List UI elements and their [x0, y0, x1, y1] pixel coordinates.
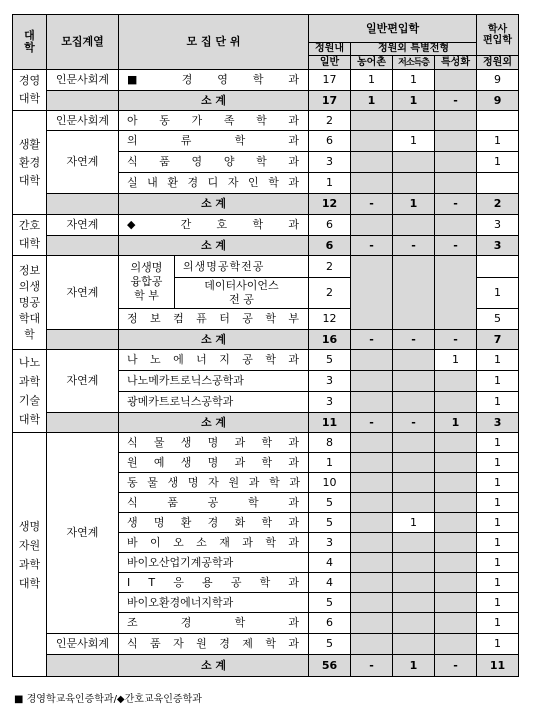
out-quota-cell: 1 [477, 533, 519, 553]
out-quota-cell: 1 [477, 433, 519, 453]
header-out-quota-special: 정원외 특별전형 [351, 43, 477, 56]
empty-cell [351, 111, 393, 131]
unit-cell: 동 물 생 명 자 원 과 학 과 [119, 473, 309, 493]
empty-cell [351, 613, 393, 634]
general-cell: 5 [309, 593, 351, 613]
general-cell: 5 [309, 634, 351, 655]
table-row [13, 350, 519, 371]
table-row [13, 131, 519, 152]
subtotal-label: 소 계 [119, 655, 309, 677]
unit-cell: 나노메카트로닉스공학과 [119, 371, 309, 392]
empty-cell [435, 533, 477, 553]
empty-cell [351, 392, 393, 413]
out-quota-cell: 1 [477, 573, 519, 593]
empty-cell [393, 371, 435, 392]
general-cell: 3 [309, 152, 351, 173]
empty-cell [351, 215, 393, 236]
college-cell: 정보 의생 명공 학대 학 [13, 256, 47, 350]
general-cell: 2 [309, 256, 351, 278]
empty-cell [351, 634, 393, 655]
general-cell: 10 [309, 473, 351, 493]
empty-cell [435, 493, 477, 513]
general-cell: 6 [309, 613, 351, 634]
subtotal-label: 소 계 [119, 91, 309, 111]
out-quota-cell: 1 [477, 350, 519, 371]
table-row [13, 111, 519, 131]
empty-cell [435, 215, 477, 236]
out-quota-cell: 1 [477, 392, 519, 413]
empty-cell [351, 533, 393, 553]
unit-cell: 원 예 생 명 과 학 과 [119, 453, 309, 473]
field-cell-empty [47, 194, 119, 215]
admission-table-wrapper [12, 14, 519, 677]
general-cell: 5 [309, 350, 351, 371]
header-low-income: 저소득층 [393, 56, 435, 70]
table-row [13, 70, 519, 91]
out-quota-cell: 2 [477, 194, 519, 215]
subtotal-row [13, 194, 519, 215]
field-cell-empty [47, 91, 119, 111]
empty-cell [351, 493, 393, 513]
low-income-cell: - [393, 236, 435, 256]
out-quota-cell: 7 [477, 330, 519, 350]
low-income-cell: 1 [393, 131, 435, 152]
empty-cell [351, 593, 393, 613]
low-income-cell: 1 [393, 91, 435, 111]
empty-cell [393, 453, 435, 473]
header-college: 대 학 [13, 15, 47, 70]
out-quota-cell: 1 [477, 613, 519, 634]
empty-cell [393, 433, 435, 453]
empty-cell [351, 256, 393, 330]
header-unit: 모 집 단 위 [119, 15, 309, 70]
general-cell: 12 [309, 309, 351, 330]
empty-cell [351, 553, 393, 573]
unit-cell: 의생명공학전공 [175, 256, 309, 278]
empty-cell [435, 634, 477, 655]
field-cell: 인문사회계 [47, 634, 119, 655]
empty-cell [351, 131, 393, 152]
empty-cell [435, 152, 477, 173]
specialized-cell: - [435, 236, 477, 256]
empty-cell [351, 152, 393, 173]
out-quota-cell: 9 [477, 91, 519, 111]
general-cell: 8 [309, 433, 351, 453]
header-bachelor-transfer: 학사 편입학 [477, 15, 519, 56]
field-cell: 자연계 [47, 131, 119, 194]
college-cell: 나노 과학 기술 대학 [13, 350, 47, 433]
table-row [13, 256, 519, 278]
field-cell-empty [47, 413, 119, 433]
table-row [13, 215, 519, 236]
out-quota-cell: 1 [477, 593, 519, 613]
empty-cell [435, 593, 477, 613]
out-quota-cell: 5 [477, 309, 519, 330]
general-cell: 6 [309, 215, 351, 236]
general-cell: 4 [309, 573, 351, 593]
general-cell: 12 [309, 194, 351, 215]
rural-cell: 1 [351, 70, 393, 91]
empty-cell [351, 473, 393, 493]
table-row [13, 634, 519, 655]
empty-cell [393, 152, 435, 173]
rural-cell: - [351, 413, 393, 433]
unit-cell: 광메카트로닉스공학과 [119, 392, 309, 413]
general-cell: 3 [309, 371, 351, 392]
subtotal-row [13, 330, 519, 350]
rural-cell: - [351, 330, 393, 350]
empty-cell [393, 392, 435, 413]
empty-cell [435, 256, 477, 330]
empty-cell [393, 613, 435, 634]
empty-cell [393, 573, 435, 593]
low-income-cell: 1 [393, 655, 435, 677]
general-cell: 5 [309, 493, 351, 513]
college-cell: 간호 대학 [13, 215, 47, 256]
low-income-cell: - [393, 330, 435, 350]
rural-cell: - [351, 194, 393, 215]
field-cell: 자연계 [47, 433, 119, 634]
out-quota-cell: 1 [477, 152, 519, 173]
empty-cell [435, 392, 477, 413]
out-quota-cell: 1 [477, 473, 519, 493]
general-cell: 17 [309, 91, 351, 111]
empty-cell [351, 433, 393, 453]
empty-cell [393, 553, 435, 573]
unit-cell: 조 경 학 과 [119, 613, 309, 634]
general-cell: 11 [309, 413, 351, 433]
general-cell: 3 [309, 533, 351, 553]
field-cell: 인문사회계 [47, 70, 119, 91]
unit-cell: 생 명 환 경 화 학 과 [119, 513, 309, 533]
specialized-cell: - [435, 91, 477, 111]
general-cell: 1 [309, 173, 351, 194]
field-cell: 자연계 [47, 215, 119, 236]
out-quota-cell: 3 [477, 413, 519, 433]
header-specialized: 특성화 [435, 56, 477, 70]
unit-cell: 식 품 영 양 학 과 [119, 152, 309, 173]
out-quota-cell: 1 [477, 513, 519, 533]
general-cell: 56 [309, 655, 351, 677]
general-cell: 6 [309, 131, 351, 152]
empty-cell [435, 473, 477, 493]
specialized-cell: - [435, 330, 477, 350]
rural-cell: 1 [351, 91, 393, 111]
unit-cell: I T 응 용 공 학 과 [119, 573, 309, 593]
low-income-cell: 1 [393, 70, 435, 91]
empty-cell [351, 573, 393, 593]
empty-cell [393, 350, 435, 371]
specialized-cell: - [435, 194, 477, 215]
out-quota-cell: 1 [477, 371, 519, 392]
unit-cell: 바이오환경에너지학과 [119, 593, 309, 613]
general-cell: 3 [309, 392, 351, 413]
general-cell: 17 [309, 70, 351, 91]
low-income-cell: 1 [393, 194, 435, 215]
subtotal-label: 소 계 [119, 236, 309, 256]
admission-table [12, 14, 519, 677]
empty-cell [435, 131, 477, 152]
empty-cell [435, 453, 477, 473]
specialized-cell [435, 70, 477, 91]
unit-cell: 정 보 컴 퓨 터 공 학 부 [119, 309, 309, 330]
out-quota-cell: 1 [477, 453, 519, 473]
header-field: 모집계열 [47, 15, 119, 70]
subtotal-row [13, 413, 519, 433]
empty-cell [393, 533, 435, 553]
field-cell: 인문사회계 [47, 111, 119, 131]
out-quota-cell: 1 [477, 131, 519, 152]
unit-cell: 바 이 오 소 재 과 학 과 [119, 533, 309, 553]
header-general: 일반 [309, 56, 351, 70]
unit-cell: 바이오산업기계공학과 [119, 553, 309, 573]
unit-cell: 실 내 환 경 디 자 인 학 과 [119, 173, 309, 194]
field-cell: 자연계 [47, 256, 119, 330]
general-cell: 4 [309, 553, 351, 573]
header-out-quota: 정원외 [477, 56, 519, 70]
specialized-cell: 1 [435, 350, 477, 371]
out-quota-cell: 1 [477, 493, 519, 513]
unit-cell: 아 동 가 족 학 과 [119, 111, 309, 131]
out-quota-cell: 3 [477, 236, 519, 256]
subtotal-row [13, 655, 519, 677]
college-cell: 생활 환경 대학 [13, 111, 47, 215]
empty-cell [435, 613, 477, 634]
subtotal-label: 소 계 [119, 330, 309, 350]
empty-cell [393, 493, 435, 513]
empty-cell [435, 513, 477, 533]
empty-cell [393, 215, 435, 236]
empty-cell [435, 111, 477, 131]
empty-cell [435, 371, 477, 392]
unit-cell: 의 류 학 과 [119, 131, 309, 152]
unit-cell: 식 품 자 원 경 제 학 과 [119, 634, 309, 655]
low-income-cell: 1 [393, 513, 435, 533]
out-quota-cell: 11 [477, 655, 519, 677]
general-cell: 2 [309, 278, 351, 309]
unit-group-cell: 의생명 융합공 학 부 [119, 256, 175, 309]
empty-cell [393, 593, 435, 613]
unit-cell: 식 물 생 명 과 학 과 [119, 433, 309, 453]
unit-cell: 식 품 공 학 과 [119, 493, 309, 513]
empty-cell [435, 573, 477, 593]
subtotal-row [13, 236, 519, 256]
header-in-quota: 정원내 [309, 43, 351, 56]
out-quota-cell: 1 [477, 634, 519, 655]
empty-cell [393, 111, 435, 131]
subtotal-row [13, 91, 519, 111]
general-cell: 1 [309, 453, 351, 473]
unit-cell: ◆ 간 호 학 과 [119, 215, 309, 236]
rural-cell: - [351, 655, 393, 677]
field-cell: 자연계 [47, 350, 119, 413]
general-cell: 5 [309, 513, 351, 533]
specialized-cell: 1 [435, 413, 477, 433]
unit-cell: 데이터사이언스 전 공 [175, 278, 309, 309]
empty-cell [393, 634, 435, 655]
general-cell: 16 [309, 330, 351, 350]
out-quota-cell: 9 [477, 70, 519, 91]
empty-cell [393, 173, 435, 194]
empty-cell [393, 256, 435, 330]
field-cell-empty [47, 655, 119, 677]
college-cell: 경영 대학 [13, 70, 47, 111]
header-rural: 농어촌 [351, 56, 393, 70]
subtotal-label: 소 계 [119, 194, 309, 215]
empty-cell [435, 173, 477, 194]
unit-cell: ■ 경 영 학 과 [119, 70, 309, 91]
specialized-cell: - [435, 655, 477, 677]
out-quota-cell: 1 [477, 278, 519, 309]
empty-cell [351, 350, 393, 371]
empty-cell [351, 513, 393, 533]
out-quota-cell [477, 256, 519, 278]
low-income-cell: - [393, 413, 435, 433]
out-quota-cell: 1 [477, 553, 519, 573]
subtotal-label: 소 계 [119, 413, 309, 433]
out-quota-cell [477, 173, 519, 194]
empty-cell [435, 433, 477, 453]
empty-cell [351, 173, 393, 194]
rural-cell: - [351, 236, 393, 256]
header-general-transfer: 일반편입학 [309, 15, 477, 43]
empty-cell [351, 453, 393, 473]
empty-cell [351, 371, 393, 392]
empty-cell [393, 473, 435, 493]
out-quota-cell [477, 111, 519, 131]
college-cell: 생명 자원 과학 대학 [13, 433, 47, 677]
out-quota-cell: 3 [477, 215, 519, 236]
table-row [13, 433, 519, 453]
field-cell-empty [47, 236, 119, 256]
field-cell-empty [47, 330, 119, 350]
empty-cell [435, 553, 477, 573]
footnote: ■ 경영학교육인증학과/◆간호교육인증학과 [14, 694, 202, 705]
general-cell: 6 [309, 236, 351, 256]
unit-cell: 나 노 에 너 지 공 학 과 [119, 350, 309, 371]
general-cell: 2 [309, 111, 351, 131]
